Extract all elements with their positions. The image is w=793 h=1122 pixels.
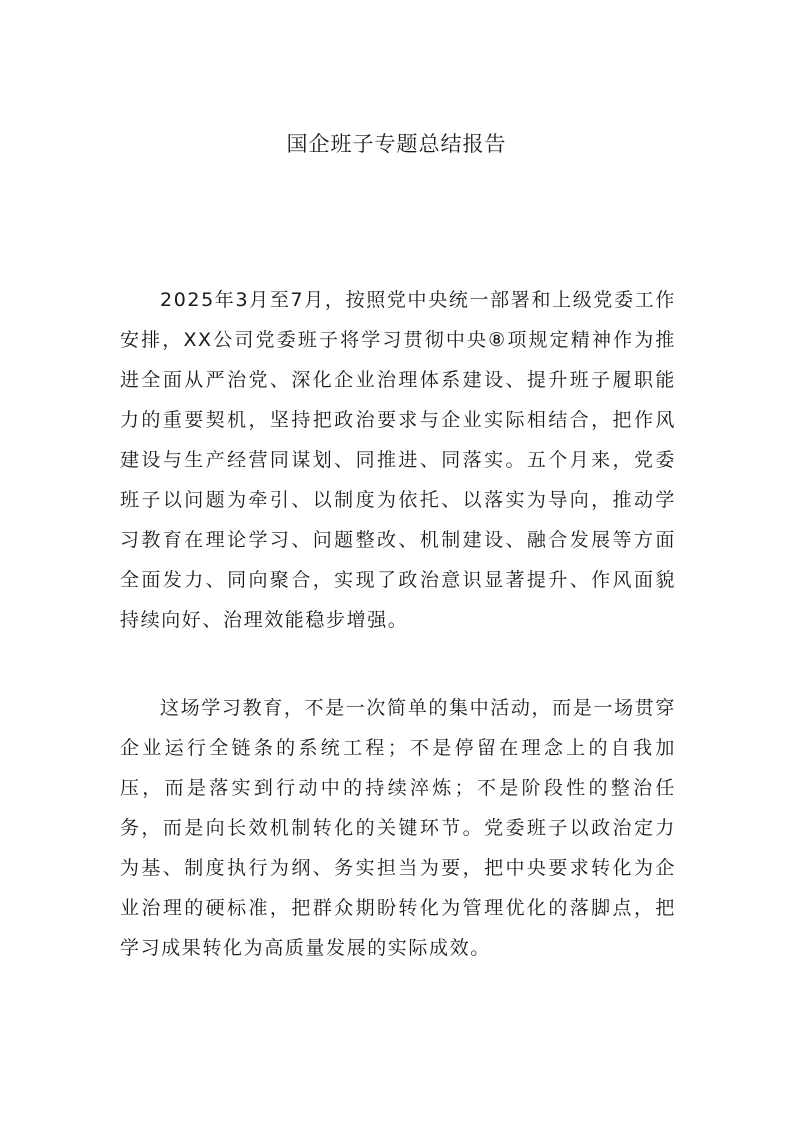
paragraph-summary: 这场学习教育，不是一次简单的集中活动，而是一场贯穿企业运行全链条的系统工程；不是停留在理念上的自我加压，而是落实到行动中的持续淬炼；不是阶段性的整治任务，而是向长效机制转化的关键环节。党委班子以政治定力为基、制度执行为纲、务实担当为要，把中央要求转化为企业治理的硬标准，把群众期盼转化为管理优化的落脚点，把学习成果转化为高质量发展的实际成效。: [120, 697, 676, 959]
paragraph-intro: 2025年3月至7月，按照党中央统一部署和上级党委工作安排，XX公司党委班子将学习贯彻中央⑧项规定精神作为推进全面从严治党、深化企业治理体系建设、提升班子履职能力的重要契机，坚持把政治要求与企业实际相结合，把作风建设与生产经营同谋划、同推进、同落实。五个月来，党委班子以问题为牵引、以制度为依托、以落实为导向，推动学习教育在理论学习、问题整改、机制建设、融合发展等方面全面发力、同向聚合，实现了政治意识显著提升、作风面貌持续向好、治理效能稳步增强。: [120, 289, 676, 631]
document-title: 国企班子专题总结报告: [286, 132, 507, 156]
